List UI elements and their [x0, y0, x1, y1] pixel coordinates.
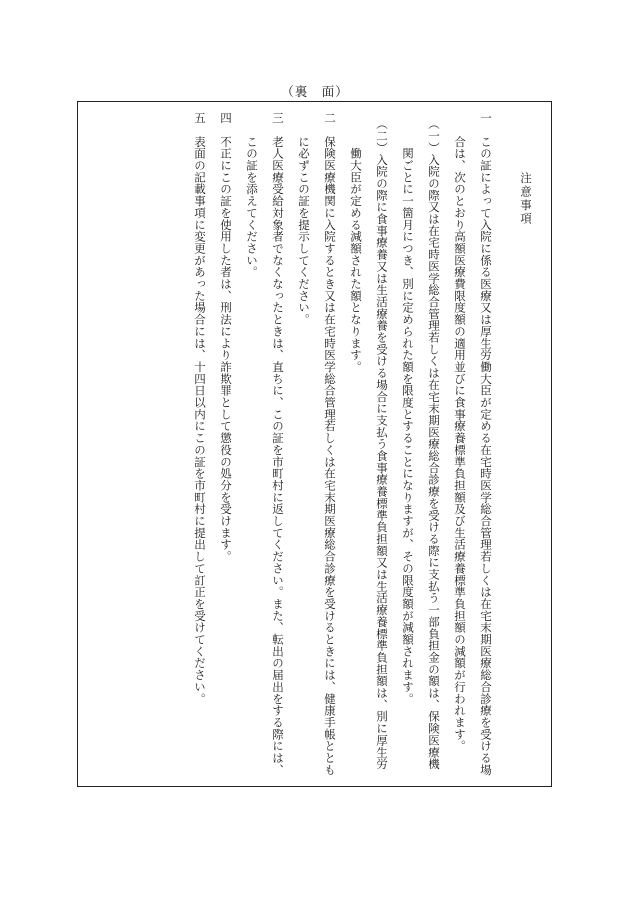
notice-frame — [77, 101, 552, 787]
subitem-2-line-2: 働大臣が定める減額された額となります。 — [349, 112, 363, 373]
page-header: （裏 面） — [281, 84, 349, 99]
item-2-line-1: 二 保険医療機関に入院するとき又は在宅時医学総合管理若しくは在宅末期医療総合診療を受けるときには、健康手帳ととも — [323, 112, 337, 776]
item-1-line-1: 一 この証によって入院に係る医療又は厚生労働大臣が定める在宅時医学総合管理若しくは在宅末期医療総合診療を受ける場 — [479, 112, 493, 776]
item-3-line-2: この証を添えてください。 — [245, 112, 259, 278]
subitem-1-line-1: （一）入院の際又は在宅時医学総合管理若しくは在宅末期医療総合診療を受ける際に支払う一部負担金の額は、保険医療機 — [427, 112, 441, 770]
item-4-line-1: 四 不正にこの証を使用した者は、刑法により詐欺罪として懲役の処分を受けます。 — [219, 112, 233, 563]
item-5-line-1: 五 表面の記載事項に変更があった場合には、十四日以内にこの証を市町村に提出して訂正を受けてください。 — [193, 112, 207, 705]
subitem-1-line-2: 関ごとに一箇月につき、別に定められた額を限度とすることになりますが、その限度額が減額されます。 — [401, 112, 415, 705]
item-3-line-1: 三 老人医療受給対象者でなくなったときは、直ちに、この証を市町村に返してください。また、転出の届出をする際には、 — [271, 112, 285, 776]
subitem-2-line-1: （二）入院の際に食事療養又は生活療養を受ける場合に支払う食事療養標準負担額又は生活療養標準負担額は、別に厚生労 — [375, 112, 389, 770]
item-1-line-2: 合は、次のとおり高額医療費限度額の適用並びに食事療養標準負担額及び生活療養標準負担額の減額が行われます。 — [453, 112, 467, 752]
notice-body — [77, 102, 551, 786]
item-2-line-2: に必ずこの証を提示してください。 — [297, 112, 311, 326]
notice-title: 注意事項 — [519, 172, 533, 226]
